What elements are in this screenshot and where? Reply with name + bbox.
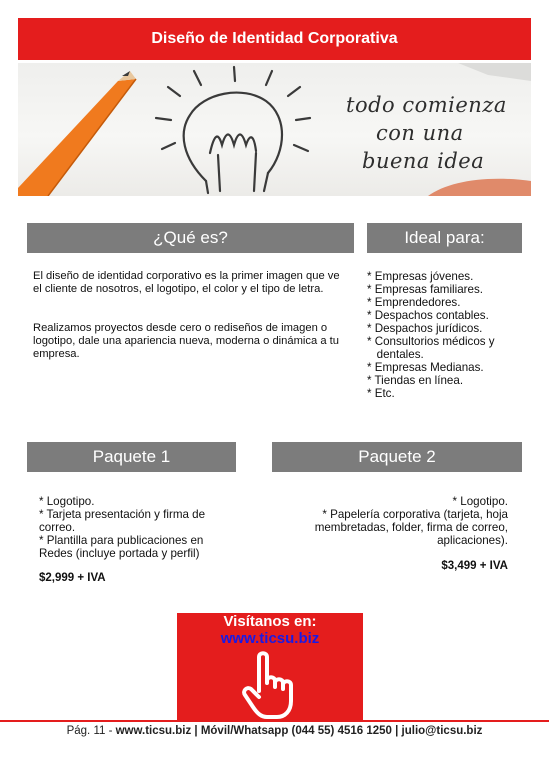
- visit-label: Visítanos en:: [223, 613, 317, 630]
- paquete-1-price: $2,999 + IVA: [39, 572, 106, 584]
- section-heading-que-es: ¿Qué es?: [27, 223, 354, 253]
- section-heading-ideal-para: Ideal para:: [367, 223, 522, 253]
- list-item: * Empresas Medianas.: [367, 361, 484, 374]
- list-item: aplicaciones).: [437, 534, 508, 547]
- list-item: dentales.: [367, 348, 424, 361]
- hero-caption-line: todo comienza: [346, 93, 507, 117]
- page-number: Pág. 11 -: [66, 725, 116, 737]
- section-heading-paquete-2: Paquete 2: [272, 442, 522, 472]
- list-item: membretadas, folder, firma de correo,: [314, 521, 508, 534]
- hero-caption-line: buena idea: [362, 149, 485, 173]
- hero-caption-line: con una: [376, 121, 464, 145]
- visit-website-banner[interactable]: [177, 613, 363, 721]
- paquete-2-list: [280, 495, 508, 547]
- page-title: Diseño de Identidad Corporativa: [18, 18, 531, 60]
- list-item: * Papelería corporativa (tarjeta, hoja: [322, 508, 508, 521]
- pointing-hand-icon: [239, 651, 303, 721]
- que-es-paragraph-1: El diseño de identidad corporativo es la primer imagen que ve el cliente de nosotros, el logotipo, el color y el tipo de letra.: [33, 270, 340, 295]
- list-item: * Despachos jurídicos.: [367, 322, 483, 335]
- list-item: Redes (incluye portada y perfil): [39, 547, 200, 560]
- page-footer: [0, 725, 549, 737]
- section-heading-paquete-1: Paquete 1: [27, 442, 236, 472]
- list-item: * Tarjeta presentación y firma de: [39, 508, 206, 521]
- website-link[interactable]: www.ticsu.biz: [220, 630, 320, 647]
- footer-divider: [0, 720, 549, 722]
- list-item: * Empresas familiares.: [367, 283, 483, 296]
- list-item: * Tiendas en línea.: [367, 374, 464, 387]
- paquete-2-price: $3,499 + IVA: [441, 560, 508, 572]
- hero-image: [18, 63, 531, 196]
- list-item: * Despachos contables.: [367, 309, 489, 322]
- list-item: * Emprendedores.: [367, 296, 461, 309]
- list-item: * Logotipo.: [39, 495, 95, 508]
- list-item: * Etc.: [367, 387, 395, 400]
- list-item: * Consultorios médicos y: [367, 335, 495, 348]
- paquete-1-list: [39, 495, 249, 560]
- list-item: * Empresas jóvenes.: [367, 270, 474, 283]
- que-es-paragraph-2: Realizamos proyectos desde cero o rediseños de imagen o logotipo, dale una apariencia nueva, moderna o dinámica a tu empresa.: [33, 322, 340, 360]
- ideal-para-list: [367, 270, 537, 400]
- list-item: * Plantilla para publicaciones en: [39, 534, 204, 547]
- list-item: * Logotipo.: [452, 495, 508, 508]
- footer-contact: www.ticsu.biz | Móvil/Whatsapp (044 55) 4516 1250 | julio@ticsu.biz: [115, 725, 483, 737]
- list-item: correo.: [39, 521, 76, 534]
